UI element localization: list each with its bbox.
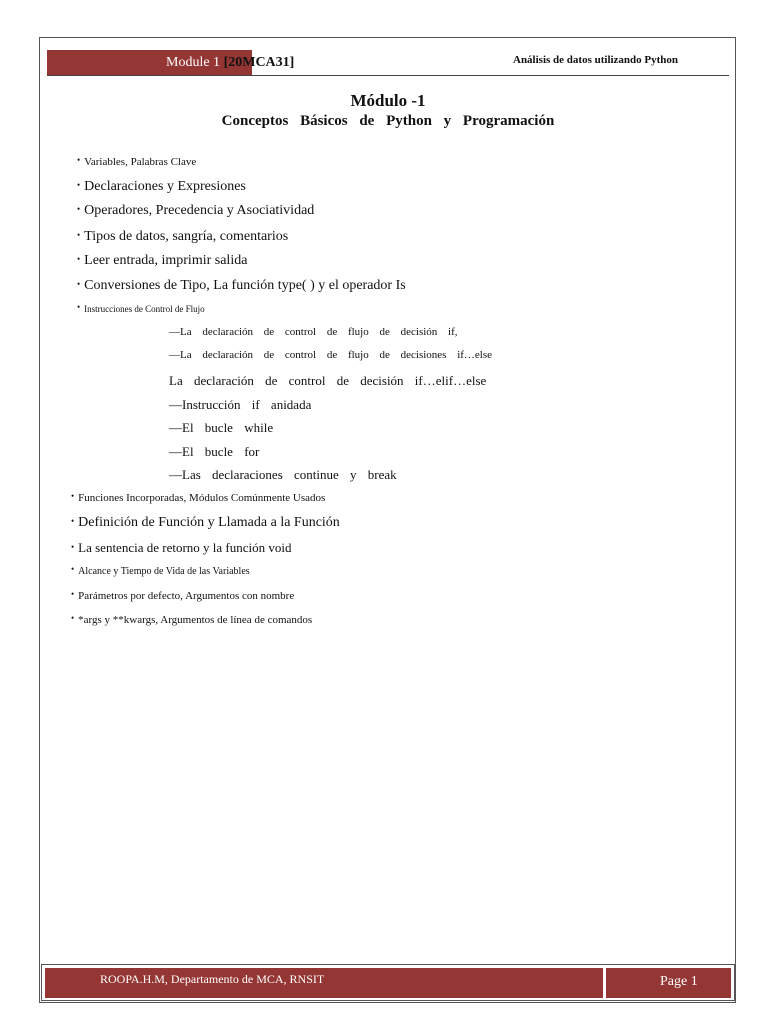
topic-label: Variables, Palabras Clave [84,156,197,168]
page-number: Page 1 [606,968,731,998]
subtopic-item: —La declaración de control de flujo de decisión if, [169,326,458,338]
topic-label: Instrucciones de Control de Flujo [84,304,205,314]
module-title: Módulo -1 [350,91,426,110]
topic-item [77,230,288,244]
subject-title: Análisis de datos utilizando Python [513,54,679,66]
topic-label: Conversiones de Tipo, La función type( ) y el operador Is [84,278,406,293]
topic-item [77,254,247,268]
subtopic-item: —Instrucción if anidada [169,397,312,412]
topic-item [77,157,196,168]
topic-item [77,279,406,293]
module-label: Module 1 [166,55,221,70]
bullet-icon: • [77,155,81,165]
topic-label: Declaraciones y Expresiones [84,179,246,194]
topic-label: Definición de Función y Llamada a la Función [78,515,340,530]
subtopic-item: La declaración de control de decisión if…elif…else [169,373,487,388]
footer-author: ROOPA.H.M, Departamento de MCA, RNSIT [45,968,603,998]
bullet-icon: • [71,564,75,574]
topic-label: Alcance y Tiempo de Vida de las Variables [78,566,250,577]
topic-label: Parámetros por defecto, Argumentos con nombre [78,590,295,602]
bullet-icon: • [71,542,75,552]
topic-item [71,591,294,602]
topic-item [77,180,246,194]
subtopic-item: —La declaración de control de flujo de decisiones if…else [169,349,493,361]
subtopic-item: —El bucle for [169,444,260,459]
bullet-icon: • [77,180,81,190]
topic-item [71,541,292,554]
topic-item [71,615,312,626]
topic-label: Operadores, Precedencia y Asociatividad [84,203,315,218]
topic-label: Tipos de datos, sangría, comentarios [84,229,289,244]
bullet-icon: • [77,254,81,264]
bullet-icon: • [77,230,81,240]
bullet-icon: • [77,204,81,214]
bullet-icon: • [71,516,75,526]
header-module-bar [47,50,295,75]
bullet-icon: • [71,491,75,501]
bullet-icon: • [71,589,75,599]
topic-label: La sentencia de retorno y la función void [78,540,292,555]
topic-label: *args y **kwargs, Argumentos de línea de comandos [78,614,313,626]
course-code: [20MCA31] [223,55,295,70]
subtopic-item: —El bucle while [169,420,274,435]
topic-item [77,302,205,314]
topic-item [71,516,340,530]
topic-label: Leer entrada, imprimir salida [84,253,248,268]
bullet-icon: • [77,302,81,312]
bullet-icon: • [71,613,75,623]
subtopic-item: —Las declaraciones continue y break [169,467,397,482]
module-subtitle: Conceptos Básicos de Python y Programación [221,113,555,129]
topic-item [77,204,314,218]
header-divider [47,75,729,76]
topic-item [71,493,325,504]
topic-item [71,564,250,577]
topic-label: Funciones Incorporadas, Módulos Comúnmente Usados [78,492,326,504]
bullet-icon: • [77,279,81,289]
